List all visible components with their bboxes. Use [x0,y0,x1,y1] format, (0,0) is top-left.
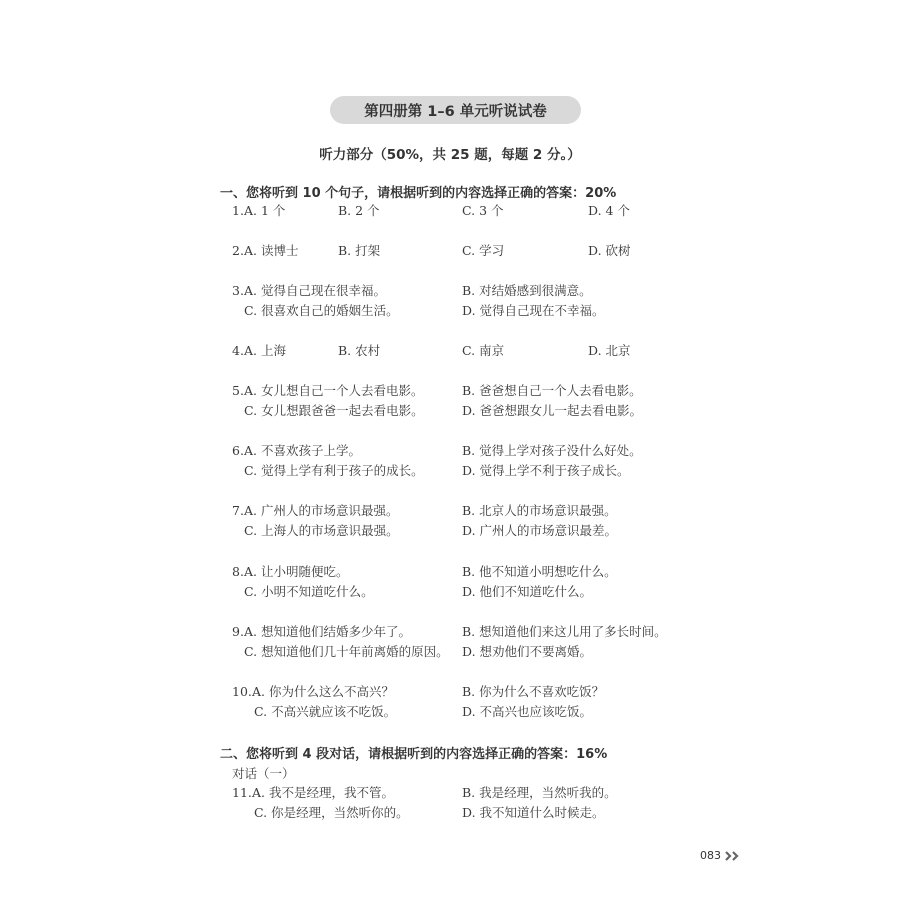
option-d: D. 北京 [588,343,631,358]
dialog-label: 对话（一） [232,766,295,781]
option-b: B. 他不知道小明想吃什么。 [462,564,617,579]
option-c: C. 小明不知道吃什么。 [244,584,374,599]
option-b: B. 2 个 [338,203,380,218]
option-a: A. 觉得自己现在很幸福。 [244,283,386,298]
question-number: 1. [232,203,244,218]
question-number: 7. [232,503,244,518]
question-1 [0,201,900,243]
option-a: A. 女儿想自己一个人去看电影。 [244,383,424,398]
question-5 [0,381,900,423]
option-d: D. 想劝他们不要离婚。 [462,644,593,659]
option-c: C. 觉得上学有利于孩子的成长。 [244,463,424,478]
question-3 [0,281,900,323]
option-c: C. 不高兴就应该不吃饭。 [254,704,397,719]
page-title [330,96,581,124]
question-number: 2. [232,243,244,258]
option-a: A. 1 个 [244,203,286,218]
option-c: C. 很喜欢自己的婚姻生活。 [244,303,399,318]
option-a: A. 读博士 [244,243,299,258]
option-d: D. 砍树 [588,243,631,258]
question-6 [0,441,900,483]
option-d: D. 他们不知道吃什么。 [462,584,593,599]
question-8 [0,562,900,604]
question-number: 6. [232,443,244,458]
option-a: A. 我不是经理，我不管。 [252,785,394,800]
page-number [700,849,741,862]
question-number: 8. [232,564,244,579]
subtitle: 听力部分（50%，共 25 题，每题 2 分。） [319,147,581,163]
option-c: C. 学习 [462,243,505,258]
section-2-heading: 二、您将听到 4 段对话，请根据听到的内容选择正确的答案：16% [220,747,608,762]
option-a: A. 不喜欢孩子上学。 [244,443,361,458]
option-c: C. 想知道他们几十年前离婚的原因。 [244,644,449,659]
option-d: D. 觉得自己现在不幸福。 [462,303,605,318]
question-2 [0,241,900,283]
option-c: C. 南京 [462,343,505,358]
question-7 [0,501,900,543]
option-a: A. 上海 [244,343,286,358]
option-b: B. 觉得上学对孩子没什么好处。 [462,443,642,458]
option-b: B. 你为什么不喜欢吃饭？ [462,684,605,699]
option-d: D. 不高兴也应该吃饭。 [462,704,593,719]
option-a: A. 你为什么这么不高兴？ [252,684,394,699]
option-b: B. 爸爸想自己一个人去看电影。 [462,383,642,398]
page-number-text: 083 [700,849,721,862]
option-c: C. 你是经理，当然听你的。 [254,805,409,820]
page-title-text: 第四册第 1–6 单元听说试卷 [364,103,547,120]
option-c: C. 女儿想跟爸爸一起去看电影。 [244,403,424,418]
option-b: B. 打架 [338,243,381,258]
option-d: D. 4 个 [588,203,630,218]
section-1-heading: 一、您将听到 10 个句子，请根据听到的内容选择正确的答案：20% [220,186,617,201]
option-a: A. 让小明随便吃。 [244,564,349,579]
question-9 [0,622,900,664]
question-number: 9. [232,624,244,639]
option-b: B. 我是经理，当然听我的。 [462,785,617,800]
question-10 [0,682,900,724]
option-a: A. 广州人的市场意识最强。 [244,503,399,518]
option-b: B. 农村 [338,343,381,358]
option-c: C. 上海人的市场意识最强。 [244,523,399,538]
question-11 [0,783,900,825]
question-number: 11. [232,785,252,800]
option-b: B. 想知道他们来这儿用了多长时间。 [462,624,667,639]
question-4 [0,341,900,383]
double-chevron-right-icon [725,851,741,861]
question-number: 4. [232,343,244,358]
option-d: D. 我不知道什么时候走。 [462,805,605,820]
option-d: D. 觉得上学不利于孩子成长。 [462,463,630,478]
option-c: C. 3 个 [462,203,504,218]
question-number: 5. [232,383,244,398]
option-b: B. 对结婚感到很满意。 [462,283,592,298]
option-b: B. 北京人的市场意识最强。 [462,503,617,518]
option-d: D. 广州人的市场意识最差。 [462,523,618,538]
option-a: A. 想知道他们结婚多少年了。 [244,624,411,639]
question-number: 10. [232,684,252,699]
option-d: D. 爸爸想跟女儿一起去看电影。 [462,403,643,418]
question-number: 3. [232,283,244,298]
